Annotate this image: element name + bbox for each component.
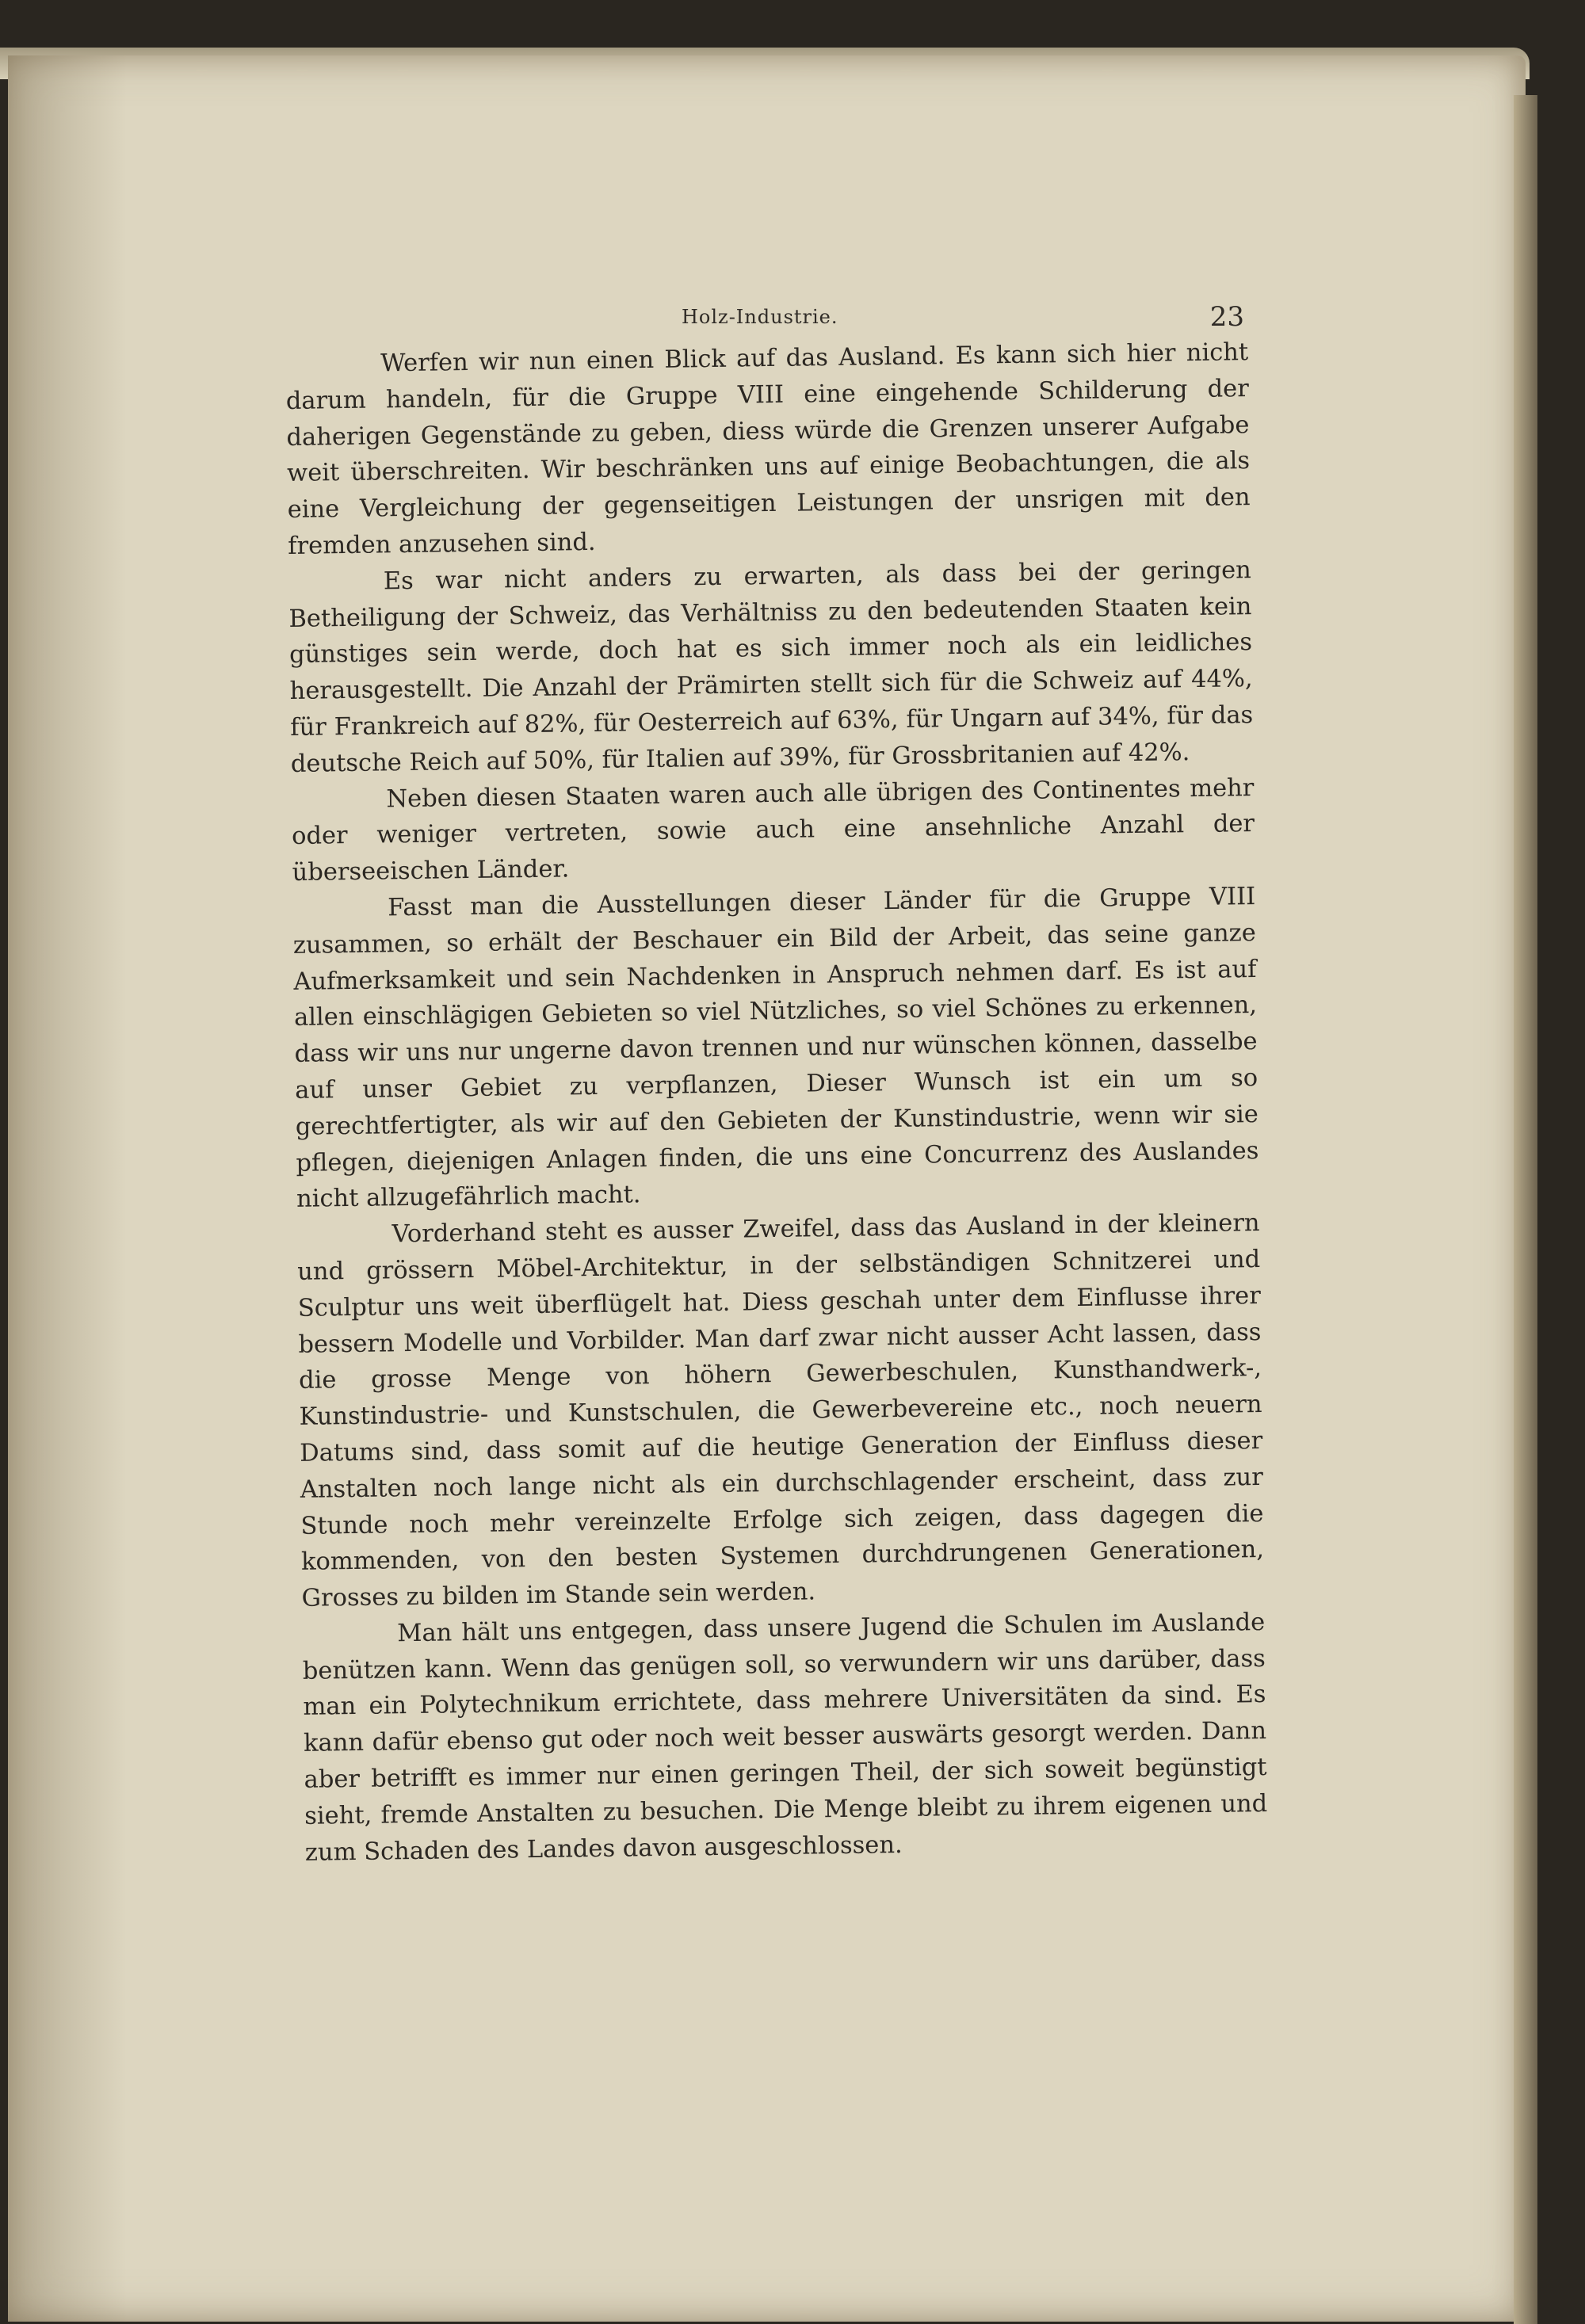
paragraph-6: Man hält uns entgegen, dass unsere Jugend die Schulen im Auslande benützen kann. Wenn das genügen soll, so verwundern wir uns darüber, dass man ein Polytechnikum errichtete, dass mehrere Universitäten da sind. Es kann dafür ebenso gut oder noch weit besser auswärts gesorgt werden. Dann aber betrifft es immer nur einen geringen Theil, der sich soweit begünstigt sieht, fremde Anstalten zu besuchen. Die Menge bleibt zu ihrem eigenen und zum Schaden des Landes davon ausgeschlossen. xyxy=(302,1608,1268,1867)
running-title: Holz-Industrie. xyxy=(682,306,838,328)
paragraph-4: Fasst man die Ausstellungen dieser Länder für die Gruppe VIII zusammen, so erhält der Beschauer ein Bild der Arbeit, das seine ganze Aufmerksamkeit und sein Nachdenken in Anspruch nehmen darf. Es ist auf allen einschlägigen Gebieten so viel Nützliches, so viel Schönes zu erkennen, dass wir uns nur ungerne davon trennen und nur wünschen können, dasselbe auf unser Gebiet zu verpflanzen, Dieser Wunsch ist ein um so gerechtfertigter, als wir auf den Gebieten der Kunstindustrie, wenn wir sie pflegen, diejenigen Anlagen finden, die uns eine Concurrenz des Auslandes nicht allzugefährlich macht. xyxy=(292,882,1259,1214)
paragraph-5: Vorderhand steht es ausser Zweifel, dass das Ausland in der kleinern und grössern Möbel-Architektur, in der selbständigen Schnitzerei und Sculptur uns weit überflügelt hat. Diess geschah unter dem Einflusse ihrer bessern Modelle und Vorbilder. Man darf zwar nicht ausser Acht lassen, dass die grosse Menge von höhern Gewerbeschulen, Kunsthandwerk-, Kunstindustrie- und Kunstschulen, die Gewerbevereine etc., noch neuern Datums sind, dass somit auf die heutige Generation der Einfluss dieser Anstalten noch lange nicht als ein durchschlagender erscheint, dass zur Stunde noch mehr vereinzelte Erfolge sich zeigen, dass dagegen die kommenden, von den besten Systemen durchdrungenen Generationen, Grosses zu bilden im Stande sein werden. xyxy=(297,1209,1265,1612)
body-text xyxy=(285,334,1268,1871)
page-edge xyxy=(1514,95,1537,2324)
paragraph-2: Es war nicht anders zu erwarten, als dass bei der geringen Betheiligung der Schweiz, das Verhältniss zu den bedeutenden Staaten kein günstiges sein werde, doch hat es sich immer noch als ein leidliches herausgestellt. Die Anzahl der Prämirten stellt sich für die Schweiz auf 44%, für Frankreich auf 82%, für Oesterreich auf 63%, für Ungarn auf 34%, für das deutsche Reich auf 50%, für Italien auf 39%, für Grossbritanien auf 42%. xyxy=(288,555,1254,778)
paragraph-1: Werfen wir nun einen Blick auf das Ausland. Es kann sich hier nicht darum handeln, für die Gruppe VIII eine eingehende Schilderung der daherigen Gegenstände zu geben, diess würde die Grenzen unserer Aufgabe weit überschreiten. Wir beschränken uns auf einige Beobachtungen, die als eine Vergleichung der gegenseitigen Leistungen der unsrigen mit den fremden anzusehen sind. xyxy=(285,338,1251,560)
page-number: 23 xyxy=(1209,301,1244,333)
spine-shadow xyxy=(8,55,127,2322)
running-head xyxy=(285,301,1244,336)
paragraph-3: Neben diesen Staaten waren auch alle übrigen des Continentes mehr oder weniger vertreten, sowie auch eine ansehnliche Anzahl der überseeischen Länder. xyxy=(291,773,1255,887)
